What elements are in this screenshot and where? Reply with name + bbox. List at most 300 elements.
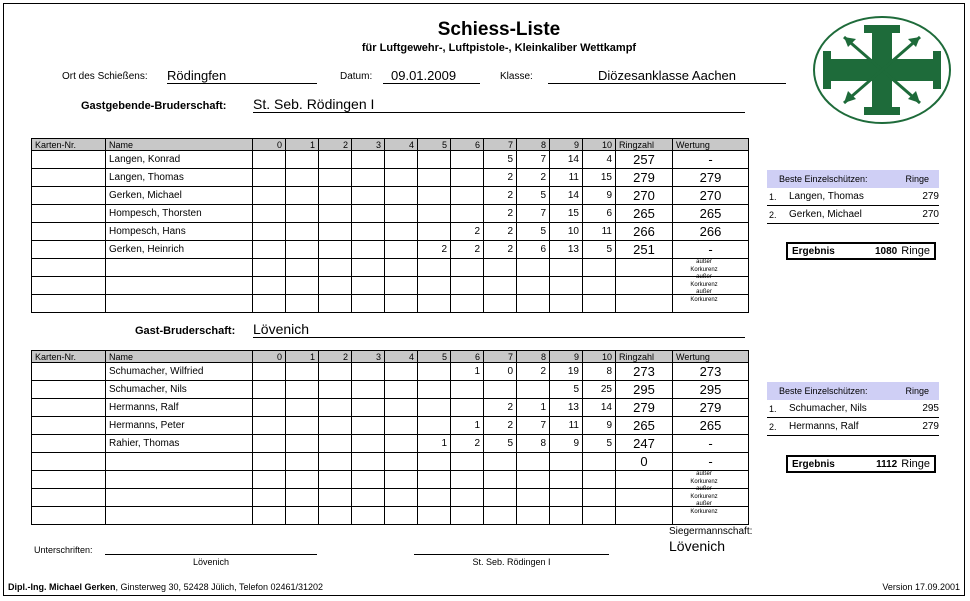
score-count-cell (451, 205, 484, 223)
column-header: 6 (451, 139, 484, 151)
score-count-cell (385, 381, 418, 399)
datum-label: Datum: (340, 71, 373, 82)
table-row (32, 223, 749, 241)
guest-result-value: 1112 (876, 458, 898, 470)
outside-competition-note: außer (696, 274, 712, 280)
wertung-cell: 273 (673, 363, 749, 381)
wertung-cell: 295 (673, 381, 749, 399)
score-count-cell (484, 507, 517, 525)
score-count-cell (352, 435, 385, 453)
score-count-cell (385, 151, 418, 169)
score-count-cell: 25 (583, 381, 616, 399)
score-count-cell (286, 381, 319, 399)
score-count-cell: 1 (451, 363, 484, 381)
column-header: Name (106, 351, 253, 363)
score-count-cell (319, 259, 352, 277)
score-count-cell (253, 277, 286, 295)
score-count-cell (319, 381, 352, 399)
host-result-value: 1080 (875, 245, 898, 257)
score-count-cell (418, 471, 451, 489)
score-count-cell (286, 471, 319, 489)
score-count-cell (418, 417, 451, 435)
table-row (32, 295, 749, 313)
score-count-cell (319, 471, 352, 489)
score-count-cell (253, 363, 286, 381)
score-count-cell (352, 507, 385, 525)
score-count-cell (418, 453, 451, 471)
score-count-cell (253, 399, 286, 417)
score-count-cell: 2 (484, 241, 517, 259)
score-count-cell (385, 363, 418, 381)
score-count-cell: 14 (550, 187, 583, 205)
score-count-cell (286, 151, 319, 169)
score-count-cell (253, 471, 286, 489)
score-count-cell: 2 (451, 241, 484, 259)
bruderschaft-logo (812, 15, 952, 125)
score-count-cell: 7 (517, 151, 550, 169)
score-count-cell (385, 295, 418, 313)
name-cell: Schumacher, Nils (106, 381, 253, 399)
score-count-cell (352, 453, 385, 471)
score-count-cell (319, 277, 352, 295)
footer-version: Version 17.09.2001 (882, 582, 960, 592)
score-count-cell: 2 (517, 363, 550, 381)
score-count-cell (418, 399, 451, 417)
score-count-cell (550, 453, 583, 471)
host-result-label: Ergebnis (792, 245, 835, 257)
table-row (32, 259, 749, 277)
best-shooters-header (767, 170, 939, 188)
host-name: St. Seb. Rödingen I (253, 96, 745, 113)
column-header: 4 (385, 351, 418, 363)
score-count-cell: 13 (550, 399, 583, 417)
guest-label: Gast-Bruderschaft: (135, 325, 236, 337)
name-cell: Schumacher, Wilfried (106, 363, 253, 381)
card-number-cell (32, 223, 106, 241)
score-count-cell (451, 381, 484, 399)
card-number-cell (32, 169, 106, 187)
table-row (32, 187, 749, 205)
best-shooter-row (767, 188, 939, 206)
wertung-cell: - (673, 241, 749, 259)
column-header: 5 (418, 351, 451, 363)
outside-competition-note: außer (696, 501, 712, 507)
signatures-label: Unterschriften: (34, 545, 93, 555)
score-count-cell (583, 507, 616, 525)
score-count-cell (385, 507, 418, 525)
score-count-cell: 19 (550, 363, 583, 381)
score-count-cell (352, 399, 385, 417)
score-count-cell (286, 363, 319, 381)
score-count-cell (286, 259, 319, 277)
score-count-cell (319, 187, 352, 205)
table-row (32, 489, 749, 507)
score-count-cell (253, 223, 286, 241)
card-number-cell (32, 241, 106, 259)
column-header: 10 (583, 351, 616, 363)
outside-competition-note: Korkurenz (690, 266, 718, 273)
score-count-cell: 2 (484, 205, 517, 223)
score-count-cell (352, 187, 385, 205)
score-count-cell (352, 471, 385, 489)
outside-competition-note: Korkurenz (690, 296, 718, 303)
best-shooters-title: Beste Einzelschützen: (779, 386, 868, 396)
score-count-cell (484, 489, 517, 507)
outside-competition-note: außer (696, 471, 712, 477)
score-count-cell (550, 295, 583, 313)
name-cell (106, 471, 253, 489)
best-shooter-rank: 1. (769, 191, 777, 202)
wertung-cell: - (673, 435, 749, 453)
klasse-value: Diözesanklasse Aachen (548, 68, 786, 84)
column-header: 0 (253, 139, 286, 151)
score-count-cell (319, 507, 352, 525)
wertung-cell: 265 (673, 417, 749, 435)
score-count-cell (319, 489, 352, 507)
wertung-cell: - (673, 453, 749, 471)
score-count-cell (418, 363, 451, 381)
score-count-cell: 2 (484, 399, 517, 417)
column-header: 10 (583, 139, 616, 151)
table-row (32, 205, 749, 223)
score-count-cell (550, 259, 583, 277)
score-count-cell: 13 (550, 241, 583, 259)
score-count-cell (484, 471, 517, 489)
score-count-cell: 2 (484, 169, 517, 187)
host-best-shooters (767, 170, 939, 224)
ringzahl-cell: 279 (616, 169, 673, 187)
card-number-cell (32, 471, 106, 489)
host-label: Gastgebende-Bruderschaft: (81, 100, 227, 112)
ort-label: Ort des Schießens: (62, 71, 148, 82)
best-shooter-name: Schumacher, Nils (789, 403, 867, 414)
score-count-cell (451, 489, 484, 507)
ringzahl-cell: 265 (616, 417, 673, 435)
column-header: Karten-Nr. (32, 351, 106, 363)
outside-competition-note: außer (696, 259, 712, 265)
wertung-cell: - (673, 151, 749, 169)
score-count-cell: 6 (517, 241, 550, 259)
score-count-cell: 2 (484, 417, 517, 435)
best-shooter-score: 270 (922, 209, 939, 220)
guest-outside-notes (674, 471, 734, 516)
outside-competition-note: außer (696, 486, 712, 492)
score-count-cell (253, 295, 286, 313)
score-count-cell (319, 399, 352, 417)
card-number-cell (32, 277, 106, 295)
table-row (32, 399, 749, 417)
score-count-cell: 7 (517, 205, 550, 223)
score-count-cell (253, 205, 286, 223)
score-count-cell (550, 489, 583, 507)
guest-result-box (786, 455, 936, 473)
score-count-cell (550, 277, 583, 295)
score-count-cell: 0 (484, 363, 517, 381)
table-row (32, 277, 749, 295)
column-header: 9 (550, 139, 583, 151)
score-count-cell (385, 169, 418, 187)
column-header: 1 (286, 351, 319, 363)
ringzahl-cell (616, 471, 673, 489)
score-count-cell: 6 (583, 205, 616, 223)
score-count-cell: 4 (583, 151, 616, 169)
best-shooter-rank: 1. (769, 403, 777, 414)
score-count-cell (484, 259, 517, 277)
table-row (32, 435, 749, 453)
winner-name: Lövenich (669, 538, 726, 554)
score-count-cell: 11 (550, 169, 583, 187)
name-cell (106, 259, 253, 277)
score-count-cell (286, 507, 319, 525)
score-count-cell (418, 169, 451, 187)
score-count-cell (319, 241, 352, 259)
column-header: Wertung (673, 351, 749, 363)
score-count-cell (583, 471, 616, 489)
score-count-cell (451, 151, 484, 169)
score-count-cell: 8 (517, 435, 550, 453)
card-number-cell (32, 205, 106, 223)
score-count-cell (352, 169, 385, 187)
wertung-cell: 279 (673, 399, 749, 417)
score-count-cell: 1 (418, 435, 451, 453)
score-count-cell (352, 241, 385, 259)
outside-competition-note: Korkurenz (690, 281, 718, 288)
score-count-cell (418, 205, 451, 223)
score-count-cell (385, 399, 418, 417)
name-cell: Gerken, Heinrich (106, 241, 253, 259)
table-row (32, 471, 749, 489)
score-count-cell (418, 295, 451, 313)
score-count-cell (253, 507, 286, 525)
outside-competition-note: Korkurenz (690, 508, 718, 515)
table-row (32, 241, 749, 259)
score-count-cell: 11 (550, 417, 583, 435)
score-count-cell (385, 471, 418, 489)
card-number-cell (32, 489, 106, 507)
column-header: 0 (253, 351, 286, 363)
table-row (32, 151, 749, 169)
score-count-cell (286, 223, 319, 241)
score-count-cell (253, 453, 286, 471)
ringzahl-cell: 266 (616, 223, 673, 241)
score-count-cell: 2 (517, 169, 550, 187)
column-header: 3 (352, 351, 385, 363)
score-count-cell (286, 435, 319, 453)
score-count-cell (253, 241, 286, 259)
score-count-cell (517, 453, 550, 471)
card-number-cell (32, 151, 106, 169)
guest-result-unit: Ringe (901, 458, 930, 470)
score-count-cell (451, 453, 484, 471)
score-count-cell: 14 (550, 151, 583, 169)
best-shooter-name: Hermanns, Ralf (789, 421, 859, 432)
page-title: Schiess-Liste (437, 19, 561, 40)
score-count-cell (451, 187, 484, 205)
ringzahl-cell (616, 507, 673, 525)
column-header: Wertung (673, 139, 749, 151)
score-count-cell (418, 223, 451, 241)
footer-address: , Ginsterweg 30, 52428 Jülich, Telefon 02461/31202 (115, 582, 324, 592)
score-count-cell (385, 223, 418, 241)
best-shooter-score: 295 (922, 403, 939, 414)
score-count-cell (418, 259, 451, 277)
score-count-cell (352, 277, 385, 295)
card-number-cell (32, 381, 106, 399)
score-count-cell (319, 295, 352, 313)
score-count-cell: 2 (484, 187, 517, 205)
column-header: 5 (418, 139, 451, 151)
score-count-cell: 9 (583, 417, 616, 435)
column-header: 3 (352, 139, 385, 151)
score-count-cell: 5 (583, 241, 616, 259)
score-count-cell: 2 (451, 223, 484, 241)
score-count-cell (352, 295, 385, 313)
name-cell (106, 507, 253, 525)
score-count-cell (451, 277, 484, 295)
score-count-cell: 9 (550, 435, 583, 453)
score-count-cell (484, 453, 517, 471)
page-subtitle: für Luftgewehr-, Luftpistole-, Kleinkaliber Wettkampf (361, 42, 637, 54)
guest-result-label: Ergebnis (792, 458, 835, 470)
score-count-cell (385, 277, 418, 295)
wertung-cell: 265 (673, 205, 749, 223)
guest-best-shooters (767, 382, 939, 436)
score-count-cell (583, 453, 616, 471)
score-count-cell (286, 241, 319, 259)
score-count-cell (352, 363, 385, 381)
score-count-cell (385, 205, 418, 223)
best-shooter-name: Langen, Thomas (789, 191, 864, 202)
score-count-cell (286, 295, 319, 313)
score-count-cell (517, 507, 550, 525)
score-count-cell (352, 381, 385, 399)
ringzahl-cell: 295 (616, 381, 673, 399)
column-header: 8 (517, 139, 550, 151)
score-count-cell (352, 417, 385, 435)
host-score-table (31, 138, 749, 313)
score-count-cell: 5 (517, 223, 550, 241)
score-count-cell (385, 489, 418, 507)
score-count-cell (451, 399, 484, 417)
name-cell (106, 489, 253, 507)
best-shooter-rank: 2. (769, 209, 777, 220)
column-header: Name (106, 139, 253, 151)
score-count-cell (550, 507, 583, 525)
score-count-cell (451, 471, 484, 489)
name-cell: Langen, Konrad (106, 151, 253, 169)
score-count-cell (319, 169, 352, 187)
score-count-cell (253, 435, 286, 453)
score-count-cell: 1 (517, 399, 550, 417)
card-number-cell (32, 295, 106, 313)
score-count-cell: 5 (550, 381, 583, 399)
score-count-cell (319, 205, 352, 223)
score-count-cell (517, 295, 550, 313)
score-count-cell (484, 277, 517, 295)
best-shooter-row (767, 206, 939, 224)
table-row (32, 381, 749, 399)
score-count-cell (517, 471, 550, 489)
best-shooter-rank: 2. (769, 421, 777, 432)
name-cell (106, 277, 253, 295)
card-number-cell (32, 435, 106, 453)
ringzahl-cell: 265 (616, 205, 673, 223)
card-number-cell (32, 363, 106, 381)
best-shooter-row (767, 400, 939, 418)
score-count-cell (253, 169, 286, 187)
ringzahl-cell: 279 (616, 399, 673, 417)
name-cell (106, 295, 253, 313)
score-count-cell (319, 151, 352, 169)
score-count-cell: 14 (583, 399, 616, 417)
score-count-cell (253, 187, 286, 205)
score-count-cell (517, 381, 550, 399)
score-count-cell: 1 (451, 417, 484, 435)
score-count-cell: 9 (583, 187, 616, 205)
datum-value: 09.01.2009 (383, 68, 480, 84)
table-row (32, 363, 749, 381)
host-result-unit: Ringe (901, 245, 930, 257)
footer-author: Dipl.-Ing. Michael Gerken (8, 582, 116, 592)
score-count-cell (451, 259, 484, 277)
ringzahl-cell (616, 295, 673, 313)
score-count-cell: 15 (550, 205, 583, 223)
score-count-cell (451, 169, 484, 187)
best-shooter-score: 279 (922, 421, 939, 432)
card-number-cell (32, 187, 106, 205)
best-shooter-name: Gerken, Michael (789, 209, 862, 220)
column-header: 7 (484, 139, 517, 151)
score-count-cell (484, 295, 517, 313)
score-count-cell (286, 277, 319, 295)
ringzahl-cell (616, 277, 673, 295)
card-number-cell (32, 417, 106, 435)
ringzahl-cell (616, 489, 673, 507)
card-number-cell (32, 507, 106, 525)
card-number-cell (32, 453, 106, 471)
score-count-cell (418, 381, 451, 399)
ringzahl-cell: 251 (616, 241, 673, 259)
score-count-cell: 5 (484, 435, 517, 453)
name-cell: Hompesch, Thorsten (106, 205, 253, 223)
score-count-cell (253, 259, 286, 277)
score-count-cell: 5 (583, 435, 616, 453)
table-row (32, 453, 749, 471)
best-shooter-score: 279 (922, 191, 939, 202)
score-count-cell (286, 169, 319, 187)
score-count-cell (286, 399, 319, 417)
outside-competition-note: Korkurenz (690, 493, 718, 500)
wertung-cell: 270 (673, 187, 749, 205)
column-header: Ringzahl (616, 351, 673, 363)
score-count-cell: 15 (583, 169, 616, 187)
score-count-cell (319, 223, 352, 241)
score-count-cell: 5 (517, 187, 550, 205)
card-number-cell (32, 259, 106, 277)
column-header: 6 (451, 351, 484, 363)
score-count-cell (484, 381, 517, 399)
score-count-cell (385, 453, 418, 471)
ringzahl-cell: 273 (616, 363, 673, 381)
column-header: 1 (286, 139, 319, 151)
score-count-cell (385, 241, 418, 259)
score-count-cell (352, 205, 385, 223)
score-count-cell (583, 489, 616, 507)
score-count-cell (517, 259, 550, 277)
guest-name: Lövenich (253, 321, 745, 338)
score-count-cell (253, 151, 286, 169)
score-count-cell (352, 223, 385, 241)
